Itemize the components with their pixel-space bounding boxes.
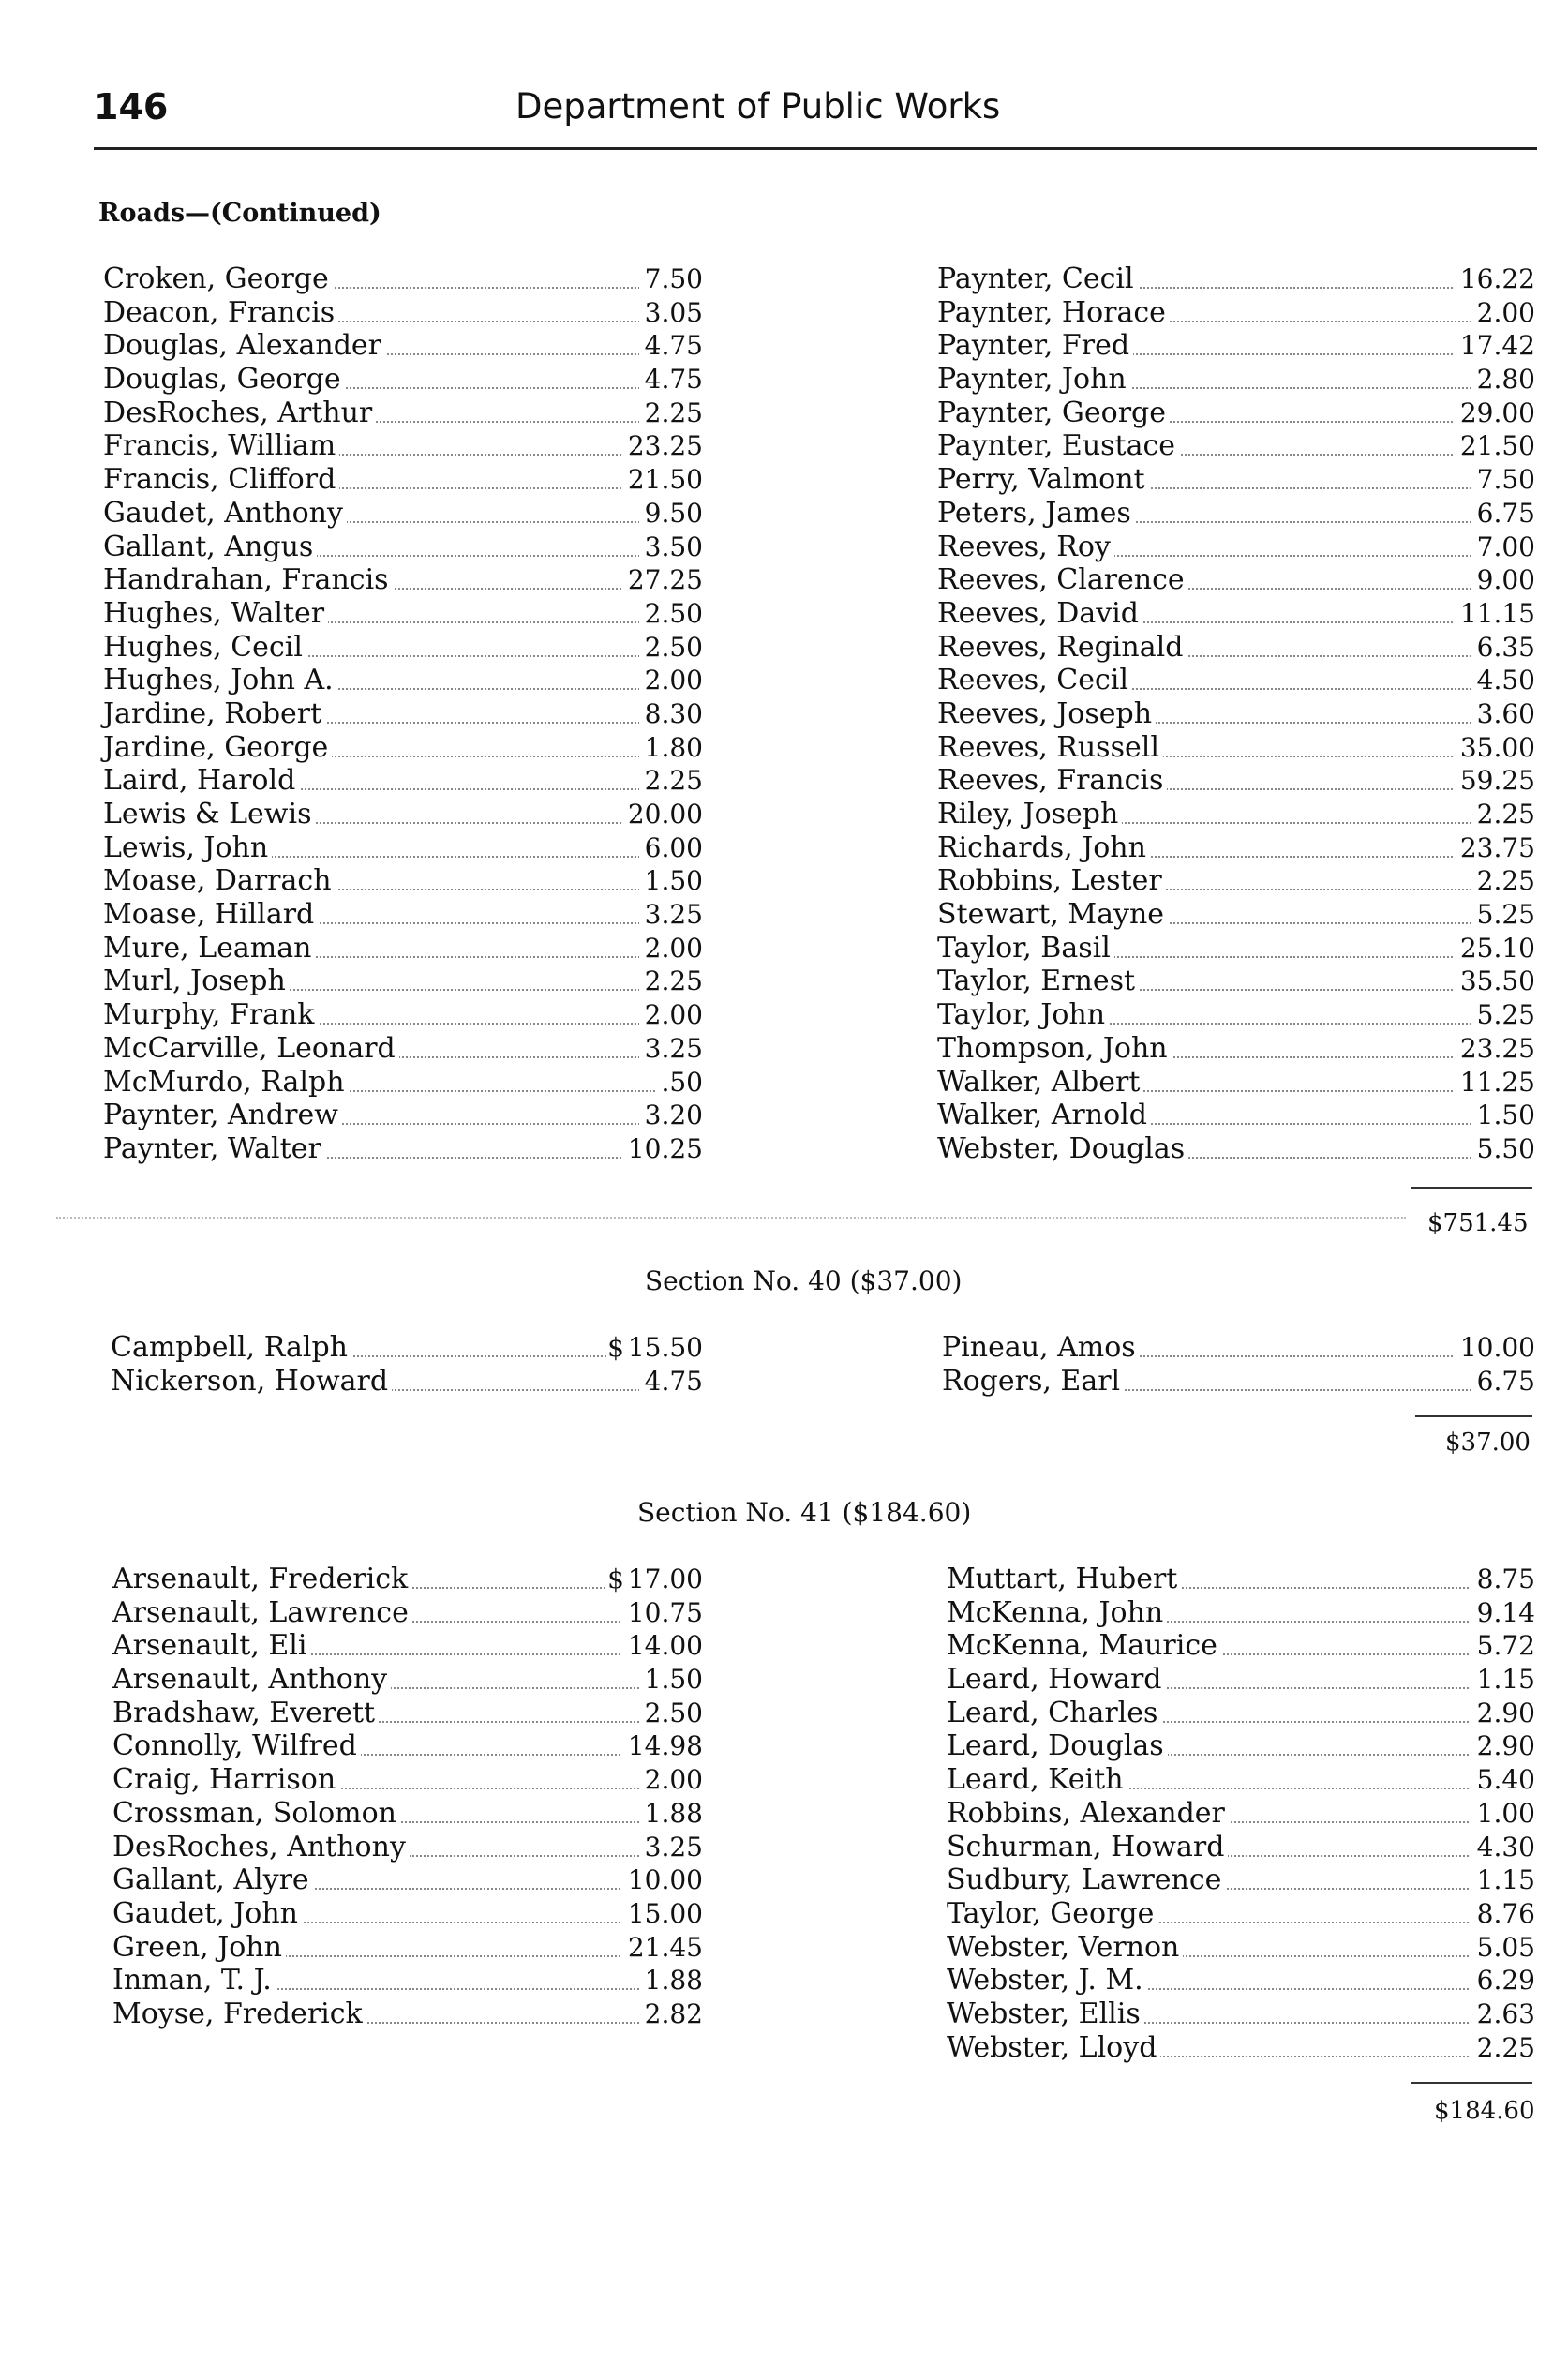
list-item [947, 1931, 1535, 1965]
payment-amount: .50 [655, 1066, 703, 1100]
list-item [103, 1099, 703, 1132]
payment-amount: 2.50 [639, 597, 703, 631]
payment-amount: 1.50 [639, 864, 703, 898]
payment-amount: 2.00 [639, 932, 703, 965]
payment-amount: 3.20 [639, 1099, 703, 1132]
header-rule [94, 147, 1537, 150]
payment-amount: 10.25 [622, 1132, 703, 1166]
list-item [103, 697, 703, 731]
roads-total-rule [1411, 1187, 1532, 1189]
list-item [937, 497, 1535, 531]
payment-amount: 3.25 [639, 1831, 703, 1864]
list-item [103, 864, 703, 898]
payee-name: Reeves, Russell [937, 731, 1163, 765]
payment-amount: 1.50 [1471, 1099, 1535, 1132]
payment-amount: 1.00 [1471, 1797, 1535, 1831]
list-item [937, 363, 1535, 396]
payment-amount: 6.29 [1471, 1964, 1535, 1997]
payee-name: Bradshaw, Everett [112, 1697, 379, 1730]
list-item [103, 1032, 703, 1066]
payment-amount: 2.00 [1471, 296, 1535, 330]
list-item [937, 1099, 1535, 1132]
payee-name: Webster, Vernon [947, 1931, 1183, 1965]
payment-amount: 5.72 [1471, 1629, 1535, 1663]
payee-name: Deacon, Francis [103, 296, 338, 330]
list-item [103, 597, 703, 631]
list-item [937, 429, 1535, 463]
list-item [111, 1331, 703, 1365]
payment-amount: 1.50 [639, 1663, 703, 1697]
payee-name: Laird, Harold [103, 764, 299, 798]
payment-amount: 4.75 [639, 329, 703, 363]
payee-name: Lewis, John [103, 831, 272, 865]
list-item [103, 764, 703, 798]
payee-name: Gaudet, Anthony [103, 497, 347, 531]
payee-name: Reeves, David [937, 597, 1142, 631]
payee-name: Craig, Harrison [112, 1763, 339, 1797]
list-item [937, 1032, 1535, 1066]
payee-name: Inman, T. J. [112, 1964, 276, 1997]
payee-name: Pineau, Amos [942, 1331, 1140, 1365]
payment-amount: 6.75 [1471, 497, 1535, 531]
payment-amount: 7.50 [1471, 463, 1535, 497]
payment-amount: 2.90 [1471, 1729, 1535, 1763]
payment-amount: 3.60 [1471, 697, 1535, 731]
list-item [947, 1697, 1535, 1730]
payment-amount: 3.25 [639, 898, 703, 932]
payee-name: Reeves, Clarence [937, 563, 1188, 597]
list-item [937, 664, 1535, 697]
list-item [112, 1629, 703, 1663]
list-item [947, 1831, 1535, 1864]
payment-amount: 2.25 [639, 764, 703, 798]
payee-name: Gallant, Angus [103, 531, 317, 564]
payee-name: Croken, George [103, 262, 333, 296]
list-item [103, 463, 703, 497]
section-41-heading: Section No. 41 ($184.60) [637, 1497, 972, 1528]
payment-amount: 2.00 [639, 664, 703, 697]
payment-amount: 2.00 [639, 1763, 703, 1797]
payment-amount: 27.25 [622, 563, 703, 597]
payee-name: Paynter, Eustace [937, 429, 1179, 463]
section-40-right-column [942, 1331, 1535, 1398]
payment-amount: 4.75 [639, 363, 703, 396]
payment-amount: 8.75 [1471, 1563, 1535, 1596]
list-item [103, 831, 703, 865]
payee-name: Murl, Joseph [103, 965, 290, 998]
payee-name: Crossman, Solomon [112, 1797, 400, 1831]
list-item [937, 296, 1535, 330]
dollar-sign: $ [607, 1332, 624, 1363]
section-41-total-rule [1411, 2082, 1532, 2084]
payee-name: Reeves, Joseph [937, 697, 1156, 731]
list-item [937, 1132, 1535, 1166]
payee-name: Robbins, Lester [937, 864, 1166, 898]
payment-amount: 35.50 [1455, 965, 1535, 998]
list-item [112, 1931, 703, 1965]
list-item [947, 1629, 1535, 1663]
payment-amount: 10.75 [622, 1596, 703, 1630]
payment-amount: 25.10 [1455, 932, 1535, 965]
payment-amount: 35.00 [1455, 731, 1535, 765]
section-40-total-rule [1415, 1415, 1532, 1417]
payee-name: Paynter, Andrew [103, 1099, 342, 1132]
list-item [937, 563, 1535, 597]
payment-amount: 2.25 [1471, 864, 1535, 898]
payee-name: Taylor, Basil [937, 932, 1114, 965]
payment-amount: 10.00 [622, 1863, 703, 1897]
list-item [947, 1663, 1535, 1697]
payment-amount: 7.50 [639, 262, 703, 296]
payee-name: Paynter, Cecil [937, 262, 1138, 296]
payment-amount: 29.00 [1455, 396, 1535, 430]
payment-amount: 17.00 [622, 1563, 703, 1596]
payee-name: Schurman, Howard [947, 1831, 1228, 1864]
payment-amount: 15.50 [622, 1331, 703, 1365]
list-item [937, 731, 1535, 765]
payment-amount: 9.14 [1471, 1596, 1535, 1630]
payee-name: Muttart, Hubert [947, 1563, 1181, 1596]
list-item [103, 664, 703, 697]
payee-name: Riley, Joseph [937, 798, 1122, 831]
list-item [942, 1331, 1535, 1365]
payee-name: Douglas, George [103, 363, 345, 396]
payment-amount: 5.05 [1471, 1931, 1535, 1965]
payee-name: Taylor, George [947, 1897, 1157, 1931]
payment-amount: 2.82 [639, 1997, 703, 2031]
payee-name: Mure, Leaman [103, 932, 315, 965]
payment-amount: 1.80 [639, 731, 703, 765]
payment-amount: 11.25 [1455, 1066, 1535, 1100]
roads-right-column [937, 262, 1535, 1166]
list-item [103, 329, 703, 363]
payee-name: Hughes, Walter [103, 597, 328, 631]
payment-amount: 59.25 [1455, 764, 1535, 798]
payee-name: Jardine, George [103, 731, 332, 765]
list-item [111, 1365, 703, 1399]
payee-name: Francis, Clifford [103, 463, 339, 497]
payment-amount: 3.25 [639, 1032, 703, 1066]
payee-name: Francis, William [103, 429, 339, 463]
payment-amount: 1.88 [639, 1797, 703, 1831]
payment-amount: 21.50 [622, 463, 703, 497]
payee-name: McCarville, Leonard [103, 1032, 399, 1066]
payment-amount: 9.50 [639, 497, 703, 531]
payee-name: Moyse, Frederick [112, 1997, 366, 2031]
payee-name: Connolly, Wilfred [112, 1729, 361, 1763]
payment-amount: 2.25 [639, 396, 703, 430]
payment-amount: 10.00 [1455, 1331, 1535, 1365]
list-item [942, 1365, 1535, 1399]
list-item [103, 731, 703, 765]
list-item [937, 262, 1535, 296]
payee-name: Stewart, Mayne [937, 898, 1168, 932]
list-item [103, 998, 703, 1032]
payee-name: DesRoches, Anthony [112, 1831, 410, 1864]
payee-name: Taylor, John [937, 998, 1109, 1032]
payee-name: Reeves, Cecil [937, 664, 1132, 697]
payee-name: Webster, J. M. [947, 1964, 1147, 1997]
payment-amount: 4.30 [1471, 1831, 1535, 1864]
payment-amount: 11.15 [1455, 597, 1535, 631]
list-item [947, 1729, 1535, 1763]
list-item [103, 363, 703, 396]
payment-amount: 20.00 [622, 798, 703, 831]
payee-name: Paynter, George [937, 396, 1170, 430]
payee-name: Taylor, Ernest [937, 965, 1139, 998]
payment-amount: 2.25 [1471, 798, 1535, 831]
list-item [103, 396, 703, 430]
payment-amount: 2.80 [1471, 363, 1535, 396]
running-title: Department of Public Works [515, 86, 1001, 127]
list-item [937, 932, 1535, 965]
list-item [112, 1763, 703, 1797]
list-item [937, 463, 1535, 497]
list-item [112, 1964, 703, 1997]
list-item [937, 697, 1535, 731]
list-item [947, 1897, 1535, 1931]
list-item [112, 1697, 703, 1730]
payment-amount: 8.30 [639, 697, 703, 731]
list-item [103, 563, 703, 597]
list-item [103, 932, 703, 965]
payee-name: Arsenault, Frederick [112, 1563, 411, 1596]
list-item [937, 631, 1535, 665]
page-number: 146 [94, 86, 169, 127]
list-item [112, 1663, 703, 1697]
list-item [103, 296, 703, 330]
payee-name: Thompson, John [937, 1032, 1172, 1066]
payee-name: Hughes, Cecil [103, 631, 306, 665]
payment-amount: 6.35 [1471, 631, 1535, 665]
list-item [112, 1897, 703, 1931]
list-item [937, 998, 1535, 1032]
payee-name: Perry, Valmont [937, 463, 1149, 497]
payment-amount: 2.00 [639, 998, 703, 1032]
list-item [937, 396, 1535, 430]
list-item [937, 798, 1535, 831]
section-title: Roads—(Continued) [98, 199, 381, 228]
payment-amount: 8.76 [1471, 1897, 1535, 1931]
payee-name: Reeves, Reginald [937, 631, 1187, 665]
payee-name: Moase, Hillard [103, 898, 318, 932]
payment-amount: 2.90 [1471, 1697, 1535, 1730]
payment-amount: 21.45 [622, 1931, 703, 1965]
list-item [112, 1596, 703, 1630]
list-item [947, 2031, 1535, 2065]
payment-amount: 15.00 [622, 1897, 703, 1931]
page-header [94, 86, 1537, 146]
payment-amount: 4.75 [639, 1365, 703, 1399]
payment-amount: 3.05 [639, 296, 703, 330]
list-item [103, 262, 703, 296]
section-40-heading: Section No. 40 ($37.00) [645, 1265, 963, 1296]
payee-name: Nickerson, Howard [111, 1365, 392, 1399]
payment-amount: 23.25 [1455, 1032, 1535, 1066]
payment-amount: 14.98 [622, 1729, 703, 1763]
payment-amount: 6.75 [1471, 1365, 1535, 1399]
payment-amount: 2.50 [639, 631, 703, 665]
payee-name: Handrahan, Francis [103, 563, 393, 597]
payee-name: Murphy, Frank [103, 998, 318, 1032]
payee-name: Leard, Howard [947, 1663, 1166, 1697]
separator-dots [56, 1217, 1406, 1219]
list-item [937, 329, 1535, 363]
list-item [937, 1066, 1535, 1100]
section-40-left-column [111, 1331, 703, 1398]
list-item [937, 898, 1535, 932]
payee-name: Leard, Keith [947, 1763, 1127, 1797]
payee-name: Paynter, John [937, 363, 1130, 396]
payee-name: Reeves, Francis [937, 764, 1167, 798]
payee-name: Leard, Douglas [947, 1729, 1168, 1763]
payee-name: DesRoches, Arthur [103, 396, 376, 430]
list-item [937, 531, 1535, 564]
list-item [947, 1863, 1535, 1897]
payment-amount: 17.42 [1455, 329, 1535, 363]
payment-amount: 23.25 [622, 429, 703, 463]
list-item [103, 497, 703, 531]
section-41-right-column [947, 1563, 1535, 2064]
payee-name: Robbins, Alexander [947, 1797, 1229, 1831]
list-item [947, 1797, 1535, 1831]
payment-amount: 5.50 [1471, 1132, 1535, 1166]
payment-amount: 6.00 [639, 831, 703, 865]
payment-amount: 21.50 [1455, 429, 1535, 463]
payment-amount: 5.25 [1471, 898, 1535, 932]
list-item [103, 1066, 703, 1100]
roads-total: $751.45 [1427, 1209, 1529, 1237]
payment-amount: 1.15 [1471, 1663, 1535, 1697]
payee-name: Arsenault, Lawrence [112, 1596, 412, 1630]
payment-amount: 2.63 [1471, 1997, 1535, 2031]
payment-amount: 4.50 [1471, 664, 1535, 697]
payee-name: Hughes, John A. [103, 664, 337, 697]
list-item [103, 631, 703, 665]
list-item [103, 531, 703, 564]
payee-name: Webster, Douglas [937, 1132, 1188, 1166]
list-item [937, 864, 1535, 898]
list-item [112, 1863, 703, 1897]
payee-name: Paynter, Fred [937, 329, 1133, 363]
list-item [103, 898, 703, 932]
payee-name: Gaudet, John [112, 1897, 302, 1931]
payee-name: Arsenault, Anthony [112, 1663, 391, 1697]
payee-name: Walker, Arnold [937, 1099, 1151, 1132]
payee-name: Sudbury, Lawrence [947, 1863, 1225, 1897]
list-item [947, 1563, 1535, 1596]
payee-name: Gallant, Alyre [112, 1863, 313, 1897]
payment-amount: 14.00 [622, 1629, 703, 1663]
list-item [103, 429, 703, 463]
payment-amount: 5.25 [1471, 998, 1535, 1032]
payee-name: Campbell, Ralph [111, 1331, 351, 1365]
section-41-total: $184.60 [1434, 2097, 1535, 2125]
payment-amount: 23.75 [1455, 831, 1535, 865]
list-item [112, 1997, 703, 2031]
payment-amount: 1.15 [1471, 1863, 1535, 1897]
list-item [103, 965, 703, 998]
payment-amount: 2.25 [639, 965, 703, 998]
list-item [112, 1831, 703, 1864]
payment-amount: 9.00 [1471, 563, 1535, 597]
payment-amount: 1.88 [639, 1964, 703, 1997]
payee-name: Leard, Charles [947, 1697, 1161, 1730]
payment-amount: 2.50 [639, 1697, 703, 1730]
payee-name: Green, John [112, 1931, 286, 1965]
payee-name: Walker, Albert [937, 1066, 1143, 1100]
list-item [103, 1132, 703, 1166]
payee-name: Reeves, Roy [937, 531, 1114, 564]
list-item [937, 597, 1535, 631]
payee-name: McMurdo, Ralph [103, 1066, 349, 1100]
payee-name: Paynter, Walter [103, 1132, 325, 1166]
payment-amount: 2.25 [1471, 2031, 1535, 2065]
payment-amount: 7.00 [1471, 531, 1535, 564]
payee-name: Douglas, Alexander [103, 329, 385, 363]
section-41-left-column [112, 1563, 703, 2031]
payee-name: Moase, Darrach [103, 864, 336, 898]
list-item [937, 764, 1535, 798]
payment-amount: 16.22 [1455, 262, 1535, 296]
payment-amount: 5.40 [1471, 1763, 1535, 1797]
list-item [947, 1997, 1535, 2031]
list-item [937, 965, 1535, 998]
list-item [947, 1596, 1535, 1630]
roads-left-column [103, 262, 703, 1166]
payee-name: Rogers, Earl [942, 1365, 1124, 1399]
payee-name: Webster, Ellis [947, 1997, 1144, 2031]
payee-name: Paynter, Horace [937, 296, 1170, 330]
list-item [937, 831, 1535, 865]
payee-name: McKenna, John [947, 1596, 1167, 1630]
list-item [112, 1563, 703, 1596]
payee-name: McKenna, Maurice [947, 1629, 1221, 1663]
payee-name: Jardine, Robert [103, 697, 325, 731]
payee-name: Lewis & Lewis [103, 798, 315, 831]
payee-name: Arsenault, Eli [112, 1629, 311, 1663]
dollar-sign: $ [607, 1564, 624, 1594]
payee-name: Richards, John [937, 831, 1150, 865]
payment-amount: 3.50 [639, 531, 703, 564]
list-item [112, 1797, 703, 1831]
list-item [112, 1729, 703, 1763]
list-item [103, 798, 703, 831]
payee-name: Peters, James [937, 497, 1135, 531]
payee-name: Webster, Lloyd [947, 2031, 1160, 2065]
list-item [947, 1763, 1535, 1797]
list-item [947, 1964, 1535, 1997]
section-40-total: $37.00 [1445, 1429, 1531, 1457]
